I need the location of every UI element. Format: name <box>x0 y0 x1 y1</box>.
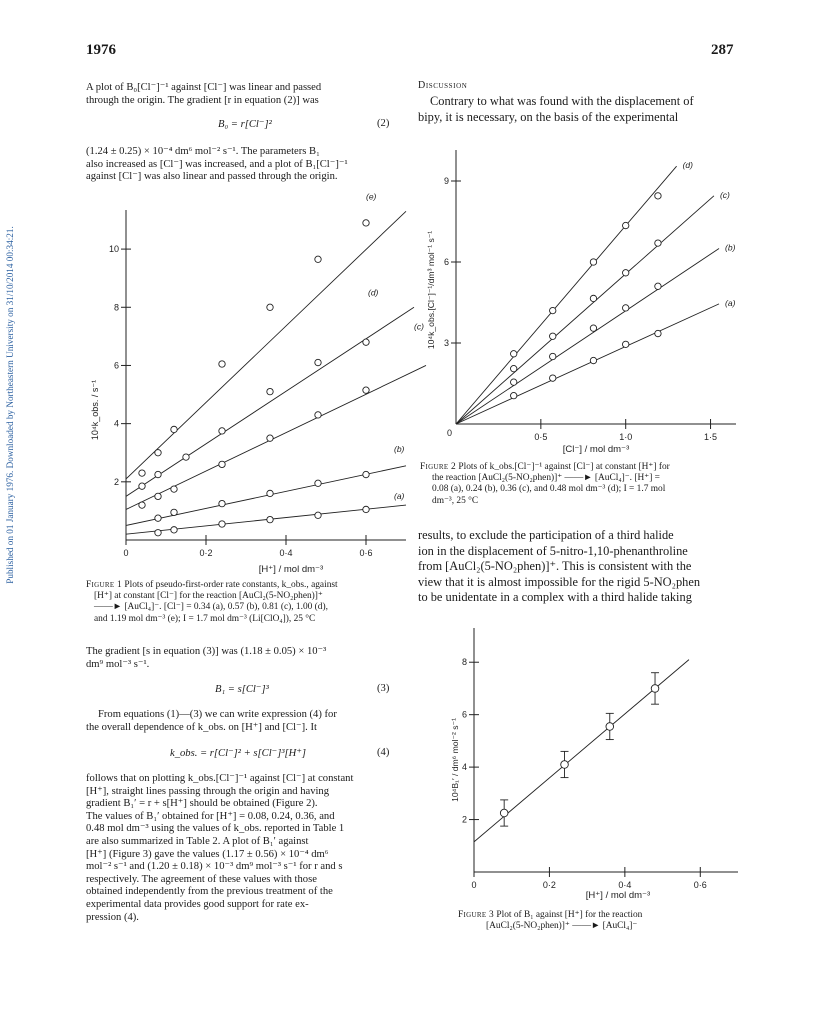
fig3-data-point <box>500 809 508 817</box>
fig1-data-point <box>219 521 225 527</box>
fig2-data-point <box>550 333 556 339</box>
fig1-data-point <box>183 454 189 460</box>
fig3-x-tick-label: 0·4 <box>618 880 632 890</box>
fig2-data-point <box>590 259 596 265</box>
fig1-data-point <box>363 339 369 345</box>
fig2-data-point <box>655 283 661 289</box>
fig1-series-label: (b) <box>394 443 405 454</box>
fig1-y-label: 10⁴k_obs. / s⁻¹ <box>90 379 100 441</box>
fig2-y-tick-label: 9 <box>443 176 449 186</box>
fig1-data-point <box>363 387 369 393</box>
fig1-series-label: (c) <box>414 321 424 332</box>
fig1-data-point <box>315 512 321 518</box>
fig1-x-tick-label: 0·4 <box>279 548 293 558</box>
fig1-data-point <box>315 256 321 262</box>
fig2-data-point <box>622 341 628 347</box>
fig1-data-point <box>139 502 145 508</box>
fig2-data-point <box>655 240 661 246</box>
fig1-data-point <box>155 450 161 456</box>
fig3-x-tick-label: 0 <box>471 880 477 890</box>
right-para-1: Contrary to what was found with the displacement of bipy, it is necessary, on the basis of the experimental <box>418 94 694 124</box>
left-para-3: The gradient [s in equation (3)] was (1.18 ± 0.05) × 10⁻³ dm⁹ mol⁻³ s⁻¹. <box>86 646 327 670</box>
fig2-data-point <box>590 357 596 363</box>
fig1-series-label: (a) <box>394 491 405 502</box>
fig3-y-tick-label: 8 <box>461 657 467 668</box>
discussion-heading: Discussion <box>418 80 468 91</box>
figure-1-chart <box>86 191 424 580</box>
fig1-data-point <box>155 515 161 521</box>
fig3-x-label: [H⁺] / mol dm⁻³ <box>585 890 651 901</box>
fig1-data-point <box>171 527 177 533</box>
fig1-data-point <box>219 428 225 434</box>
equation-2-number: (2) <box>377 118 390 129</box>
fig1-data-point <box>315 480 321 486</box>
fig1-data-point <box>315 359 321 365</box>
left-para-2: (1.24 ± 0.25) × 10⁻⁴ dm⁶ mol⁻² s⁻¹. The parameters B₁ also increased as [Cl⁻] was increased, and a plot of B₁[Cl⁻]⁻¹ against [Cl⁻] was also linear and passed through the origin. <box>86 146 348 183</box>
right-para-2: results, to exclude the participation of a third halide ion in the displacement of 5-nitro-1,10-phenanthroline from [AuCl₂(5-NO₂phen)]⁺. This is consistent with the view that it is almost impossible for the rigid 5-NO₂phen to be unidentate in a complex with a third halide taking <box>418 528 701 605</box>
equation-3-number: (3) <box>377 683 390 694</box>
fig1-y-tick-label: 6 <box>113 360 119 371</box>
figure-3-chart <box>418 620 748 906</box>
fig3-data-point <box>606 723 614 731</box>
fig1-y-tick-label: 10 <box>108 244 119 255</box>
fig2-origin: 0 <box>446 428 452 438</box>
fig3-y-label: 10⁴B₁′ / dm⁶ mol⁻² s⁻¹ <box>450 718 460 802</box>
fig1-data-point <box>139 483 145 489</box>
fig1-x-label: [H⁺] / mol dm⁻³ <box>258 564 324 575</box>
fig3-x-tick-label: 0·2 <box>542 880 556 890</box>
fig2-series-label: (a) <box>725 297 736 308</box>
equation-2: B₀ = r[Cl⁻]² <box>218 119 272 130</box>
equation-3: B₁ = s[Cl⁻]³ <box>215 684 269 695</box>
fig1-data-point <box>267 304 273 310</box>
fig1-data-point <box>267 516 273 522</box>
fig1-data-point <box>139 470 145 476</box>
fig2-data-point <box>510 365 516 371</box>
fig1-data-point <box>267 388 273 394</box>
fig1-data-point <box>219 461 225 467</box>
fig2-y-label: 10⁴k_obs.[Cl⁻]⁻¹/dm³ mol⁻¹ s⁻¹ <box>426 230 436 350</box>
figure-2-chart <box>418 140 748 460</box>
fig1-y-tick-label: 2 <box>113 476 119 487</box>
fig1-data-point <box>155 471 161 477</box>
fig1-x-tick-label: 0·6 <box>359 548 373 558</box>
fig1-y-tick-label: 8 <box>113 302 119 313</box>
fig1-series-label: (d) <box>368 287 379 298</box>
fig3-y-tick-label: 2 <box>461 814 467 825</box>
fig2-x-label: [Cl⁻] / mol dm⁻³ <box>562 444 630 455</box>
figure-3-caption: Figure 3 Plot of B₁ against [H⁺] for the reaction [AuCl₂(5-NO₂phen)]⁺ ——► [AuCl₄]⁻ <box>458 910 643 932</box>
fig1-data-point <box>315 412 321 418</box>
fig3-data-point <box>561 761 569 769</box>
fig1-data-point <box>267 490 273 496</box>
fig1-caption-label: Figure 1 <box>86 580 123 590</box>
fig3-y-tick-label: 6 <box>461 709 467 720</box>
fig2-series-label: (d) <box>682 160 693 171</box>
fig2-y-tick-label: 6 <box>443 257 449 267</box>
fig1-data-point <box>363 506 369 512</box>
fig2-series-label: (c) <box>719 189 730 200</box>
page-number: 287 <box>711 42 734 58</box>
fig2-fit-line <box>456 196 714 424</box>
fig2-fit-line <box>456 304 719 424</box>
fig1-data-point <box>219 361 225 367</box>
figure-2-caption: Figure 2 Plots of k_obs.[Cl⁻]⁻¹ against [Cl⁻] at constant [H⁺] for the reaction [AuCl₂(5-NO₂phen)]⁺ ——► [AuCl₄]⁻. [H⁺] = 0.08 (a), 0.24 (b), 0.36 (c), and 0.48 mol dm⁻³ (d); I = 1.7 mol dm⁻³, 25 °C <box>420 462 670 506</box>
year-header: 1976 <box>86 42 116 58</box>
fig2-data-point <box>622 222 628 228</box>
fig2-fit-line <box>456 166 677 424</box>
download-notice: Published on 01 January 1976. Downloaded by Northeastern University on 31/10/2014 00:34:21. <box>5 226 15 584</box>
fig1-data-point <box>171 426 177 432</box>
fig2-data-point <box>622 305 628 311</box>
fig2-x-tick-label: 1·5 <box>704 432 718 442</box>
fig1-data-point <box>155 493 161 499</box>
fig2-caption-label: Figure 2 <box>420 462 457 472</box>
fig2-data-point <box>550 375 556 381</box>
fig3-y-tick-label: 4 <box>461 762 467 773</box>
figure-1-caption: Figure 1 Plots of pseudo-first-order rate constants, k_obs., against [H⁺] at constant [Cl⁻] for the reaction [AuCl₂(5-NO₂phen)]⁺ ——► [AuCl₄]⁻. [Cl⁻] = 0.34 (a), 0.57 (b), 0.81 (c), 1.00 (d), and 1.19 mol dm⁻³ (e); I = 1.7 mol dm⁻³ (Li[ClO₄]), 25 °C <box>86 580 338 624</box>
fig1-series-label: (e) <box>366 191 377 202</box>
fig2-series-label: (b) <box>725 242 736 253</box>
fig1-data-point <box>363 471 369 477</box>
fig2-x-tick-label: 1·0 <box>619 432 633 442</box>
fig1-data-point <box>155 530 161 536</box>
fig3-x-tick-label: 0·6 <box>693 880 707 890</box>
equation-4-number: (4) <box>377 747 390 758</box>
fig2-x-tick-label: 0·5 <box>534 432 548 442</box>
left-para-5: follows that on plotting k_obs.[Cl⁻]⁻¹ against [Cl⁻] at constant [H⁺], straight lines passing through the origin and having gradient B₁′ = r + s[H⁺] should be obtained (Figure 2). The values of B₁′ obtained for [H⁺] = 0.08, 0.24, 0.36, and 0.48 mol dm⁻³ using the values of k_obs. reported in Table 1 are also summarized in Table 2. A plot of B₁′ against [H⁺] (Figure 3) gave the values (1.17 ± 0.56) × 10⁻⁴ dm⁶ mol⁻² s⁻¹ and (1.20 ± 0.18) × 10⁻³ dm⁹ mol⁻³ s⁻¹ for r and s respectively. The agreement of these values with those obtained independently from the previous treatment of the experimental data provides good support for rate ex- pression (4). <box>86 773 354 923</box>
fig2-data-point <box>655 193 661 199</box>
left-para-4: From equations (1)—(3) we can write expression (4) for the overall dependence of k_obs. on [H⁺] and [Cl⁻]. It <box>86 709 337 733</box>
fig2-data-point <box>550 353 556 359</box>
fig2-data-point <box>590 325 596 331</box>
fig1-data-point <box>171 486 177 492</box>
fig1-data-point <box>171 509 177 515</box>
left-para-1: A plot of B₀[Cl⁻]⁻¹ against [Cl⁻] was linear and passed through the origin. The gradient [r in equation (2)] was <box>86 82 322 106</box>
fig2-data-point <box>550 307 556 313</box>
fig1-data-point <box>267 435 273 441</box>
fig2-data-point <box>622 270 628 276</box>
fig3-caption-label: Figure 3 <box>458 910 495 920</box>
fig2-data-point <box>590 295 596 301</box>
fig1-y-tick-label: 4 <box>113 418 119 429</box>
fig1-data-point <box>219 500 225 506</box>
fig2-data-point <box>655 330 661 336</box>
equation-4: k_obs. = r[Cl⁻]² + s[Cl⁻]³[H⁺] <box>170 748 307 759</box>
fig3-data-point <box>651 685 659 693</box>
fig1-x-tick-label: 0·2 <box>199 548 213 558</box>
fig2-data-point <box>510 379 516 385</box>
fig2-fit-line <box>456 249 719 425</box>
fig2-y-tick-label: 3 <box>443 338 449 348</box>
fig1-fit-line <box>126 307 414 496</box>
fig2-data-point <box>510 351 516 357</box>
fig1-x-tick-label: 0 <box>123 548 129 558</box>
fig2-data-point <box>510 392 516 398</box>
fig1-data-point <box>363 220 369 226</box>
